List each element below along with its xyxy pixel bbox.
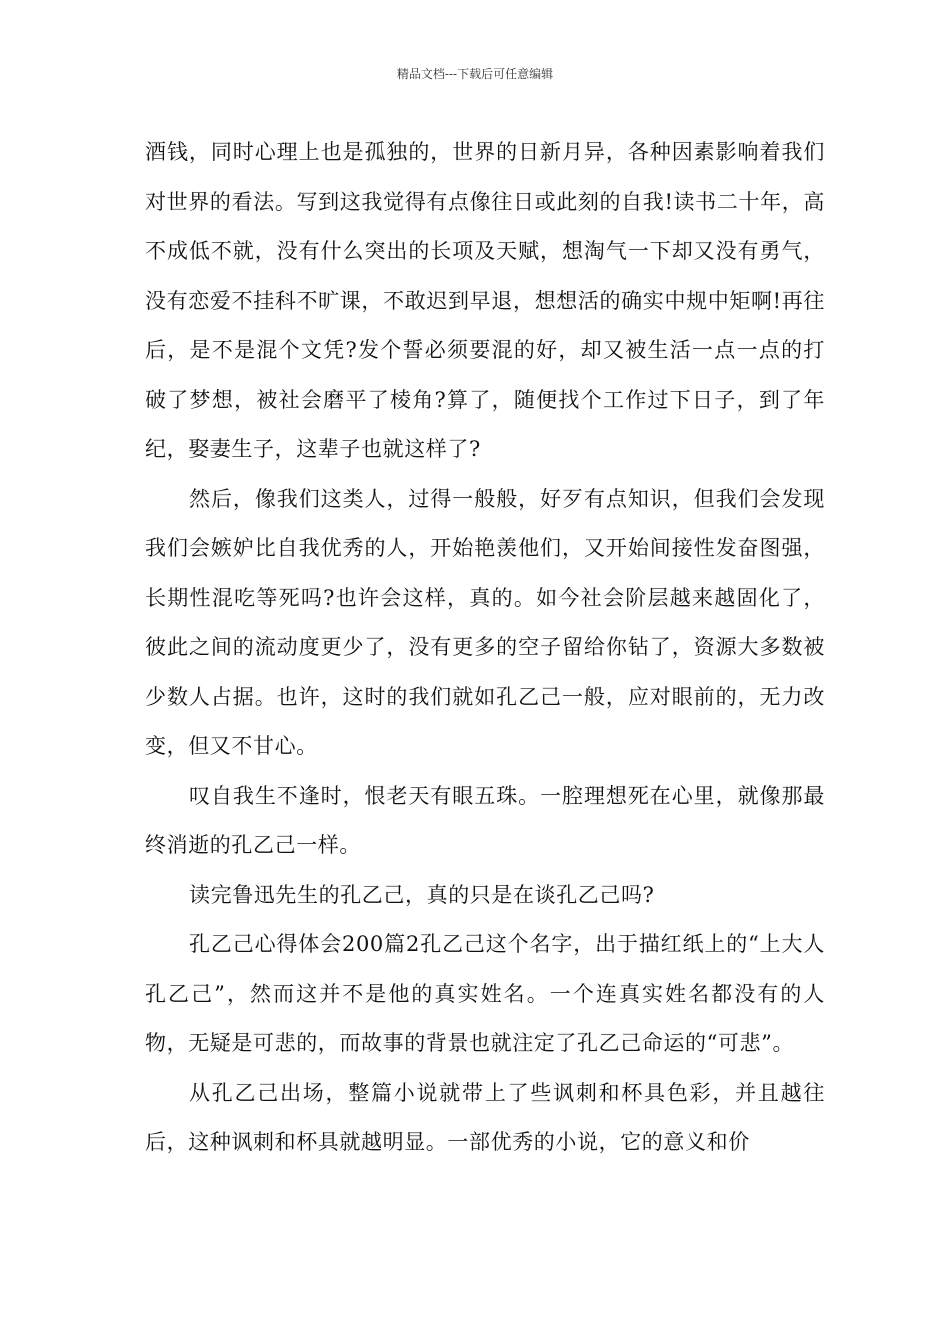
paragraph: 然后，像我们这类人，过得一般般，好歹有点知识，但我们会发现我们会嫉妒比自我优秀的人，开始艳羡他们，又开始间接性发奋图强，长期性混吃等死吗?也许会这样，真的。如今社会阶层越来越固化了，彼此之间的流动度更少了，没有更多的空子留给你钻了，资源大多数被少数人占据。也许，这时的我们就如孔乙己一般，应对眼前的，无力改变，但又不甘心。 <box>145 486 825 758</box>
paragraph: 叹自我生不逢时，恨老天有眼五珠。一腔理想死在心里，就像那最终消逝的孔乙己一样。 <box>145 783 825 857</box>
paragraph: 孔乙己心得体会200篇2孔乙己这个名字，出于描红纸上的“上大人孔乙己”，然而这并不是他的真实姓名。一个连真实姓名都没有的人物，无疑是可悲的，而故事的背景也就注定了孔乙己命运的“可悲”。 <box>145 932 825 1055</box>
page-header: 精品文档---下载后可任意编辑 <box>396 67 554 81</box>
paragraph: 读完鲁迅先生的孔乙己，真的只是在谈孔乙己吗? <box>189 882 655 907</box>
paragraph-continuation: 酒钱，同时心理上也是孤独的，世界的日新月异，各种因素影响着我们对世界的看法。写到这我觉得有点像往日或此刻的自我!读书二十年，高不成低不就，没有什么突出的长项及天赋，想淘气一下却又没有勇气，没有恋爱不挂科不旷课，不敢迟到早退，想想活的确实中规中矩啊!再往后，是不是混个文凭?发个誓必须要混的好，却又被生活一点一点的打破了梦想，被社会磨平了棱角?算了，随便找个工作过下日子，到了年纪，娶妻生子，这辈子也就这样了? <box>145 140 825 461</box>
document-body <box>145 128 825 1168</box>
paragraph: 从孔乙己出场，整篇小说就带上了些讽刺和杯具色彩，并且越往后，这种讽刺和杯具就越明显。一部优秀的小说，它的意义和价 <box>145 1080 825 1154</box>
